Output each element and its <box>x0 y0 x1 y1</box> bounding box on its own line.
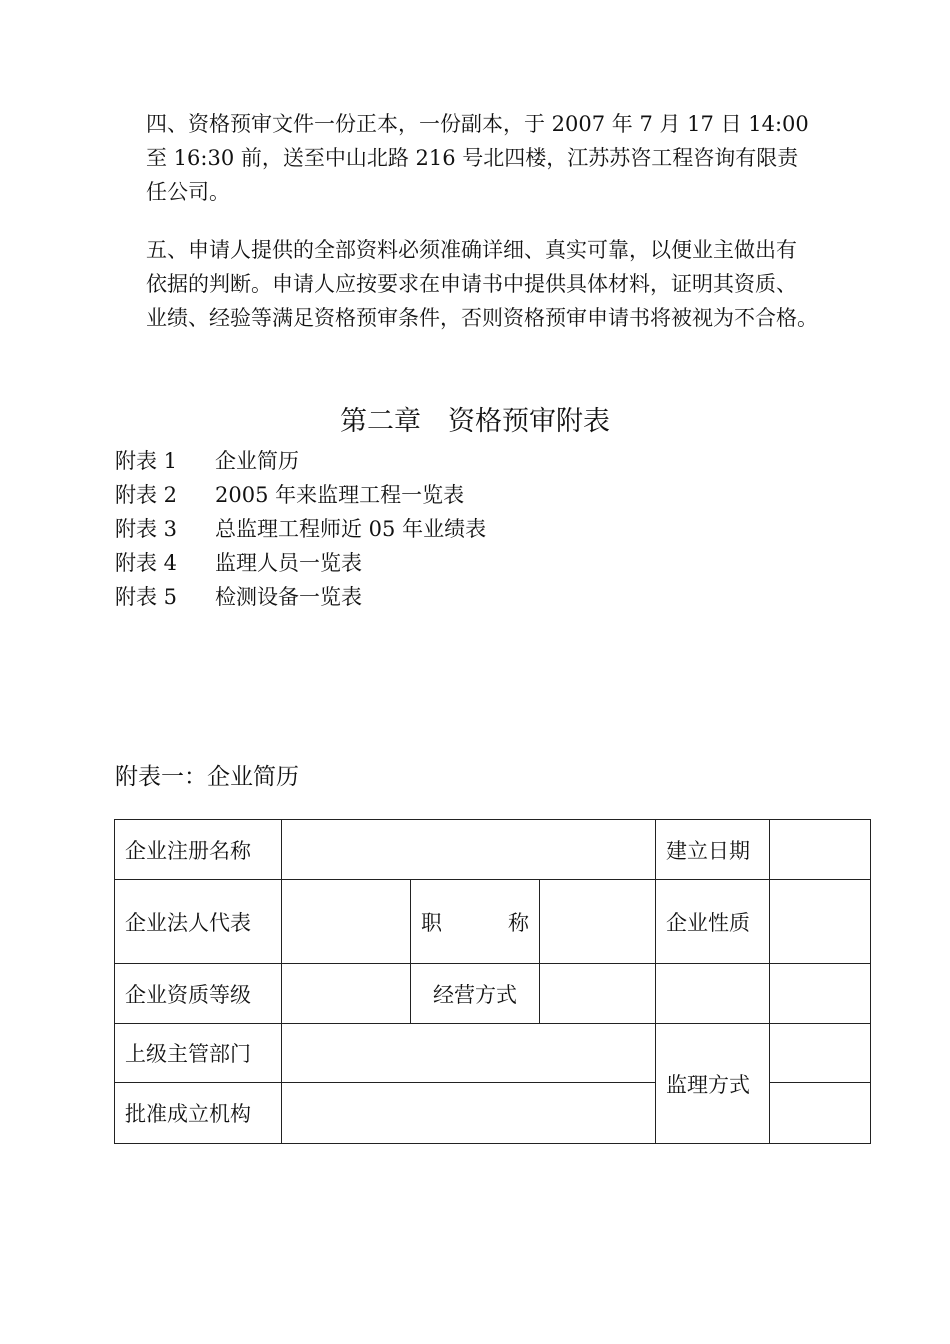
appendix-number: 附表 3 <box>115 517 178 541</box>
company-name-label: 企业注册名称 <box>115 820 282 880</box>
established-date-cell[interactable] <box>770 820 871 880</box>
paragraph-line: 业绩、经验等满足资格预审条件，否则资格预审申请书将被视为不合格。 <box>146 306 818 330</box>
paragraph-5 <box>146 233 866 335</box>
appendix-name: 总监理工程师近 05 年业绩表 <box>215 517 487 541</box>
paragraph-line: 四、资格预审文件一份正本，一份副本，于 2007 年 7 月 17 日 14:00 <box>146 112 809 136</box>
title-cell[interactable] <box>540 880 656 964</box>
title-label-left: 职 <box>421 910 442 935</box>
legal-rep-label: 企业法人代表 <box>115 880 282 964</box>
supervising-dept-cell[interactable] <box>282 1024 656 1083</box>
appendix-item <box>115 478 486 512</box>
approval-authority-cell[interactable] <box>282 1083 656 1144</box>
business-mode-cell[interactable] <box>540 964 656 1024</box>
paragraph-line: 五、申请人提供的全部资料必须准确详细、真实可靠，以便业主做出有 <box>146 238 797 262</box>
approval-authority-label: 批准成立机构 <box>115 1083 282 1144</box>
appendix-number: 附表 5 <box>115 585 178 609</box>
supervision-mode-label: 监理方式 <box>656 1024 770 1144</box>
appendix-number: 附表 2 <box>115 483 178 507</box>
company-name-cell[interactable] <box>282 820 656 880</box>
paragraph-line: 至 16:30 前，送至中山北路 216 号北四楼，江苏苏咨工程咨询有限责 <box>146 146 799 170</box>
appendix-name: 企业简历 <box>215 449 299 473</box>
supervising-dept-label: 上级主管部门 <box>115 1024 282 1083</box>
blank-cell[interactable] <box>770 964 871 1024</box>
legal-rep-cell[interactable] <box>282 880 411 964</box>
paragraph-line: 依据的判断。申请人应按要求在申请书中提供具体材料，证明其资质、 <box>146 272 797 296</box>
enterprise-type-cell[interactable] <box>770 880 871 964</box>
appendix-number: 附表 4 <box>115 551 178 575</box>
qualification-label: 企业资质等级 <box>115 964 282 1024</box>
appendix-name: 2005 年来监理工程一览表 <box>215 483 465 507</box>
appendix-item <box>115 444 486 478</box>
table-row <box>115 880 871 964</box>
paragraph-4 <box>146 107 866 209</box>
appendix-name: 监理人员一览表 <box>215 551 362 575</box>
blank-cell[interactable] <box>656 964 770 1024</box>
title-label <box>411 880 540 964</box>
appendix-item <box>115 546 486 580</box>
appendix-name: 检测设备一览表 <box>215 585 362 609</box>
table-row <box>115 964 871 1024</box>
qualification-cell[interactable] <box>282 964 411 1024</box>
paragraph-line: 任公司。 <box>146 180 230 204</box>
business-mode-label: 经营方式 <box>411 964 540 1024</box>
enterprise-type-label: 企业性质 <box>656 880 770 964</box>
supervision-mode-cell-2[interactable] <box>770 1083 871 1144</box>
appendix-list <box>115 444 486 614</box>
established-date-label: 建立日期 <box>656 820 770 880</box>
appendix-number: 附表 1 <box>115 449 178 473</box>
appendix-item <box>115 580 486 614</box>
title-label-right: 称 <box>508 910 529 935</box>
supervision-mode-cell[interactable] <box>770 1024 871 1083</box>
table-row <box>115 820 871 880</box>
chapter-title: 第二章 资格预审附表 <box>340 406 610 437</box>
table-heading: 附表一：企业简历 <box>115 764 299 790</box>
company-profile-table <box>114 819 871 1144</box>
table-row <box>115 1024 871 1083</box>
appendix-item <box>115 512 486 546</box>
